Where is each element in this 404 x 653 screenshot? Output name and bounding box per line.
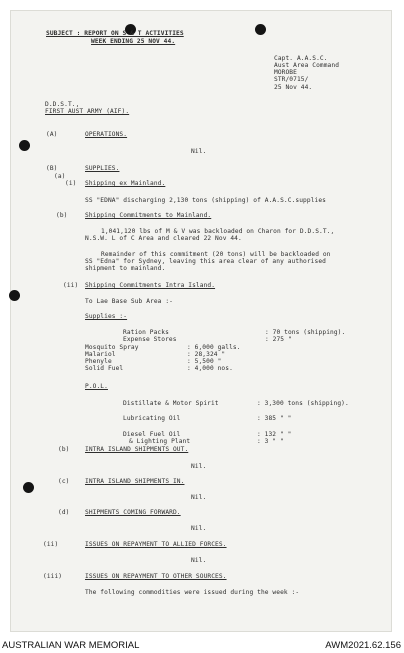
item-i-title: Shipping ex Mainland.: [85, 180, 166, 187]
sender-reference: STR/0715/: [274, 76, 309, 83]
addressee-line2: FIRST AUST ARMY (AIF).: [45, 108, 130, 115]
item-b-para2-line2: SS "Edna" for Sydney, leaving this area clear of any authorised: [85, 258, 326, 265]
pol-header: P.O.L.: [85, 383, 108, 390]
sender-date: 25 Nov 44.: [274, 84, 313, 91]
supply-item: Solid Fuel: [85, 365, 124, 372]
supply-qty: : 275 ": [265, 336, 292, 343]
item-b-para1-line1: 1,041,120 lbs of M & V was backloaded on Charon for D.D.S.T.,: [101, 228, 335, 235]
supply-item: Expense Stores: [123, 336, 177, 343]
addressee-line1: D.D.S.T.,: [45, 101, 80, 108]
item-body: Nil.: [191, 463, 207, 470]
sender-rank: Capt. A.A.S.C.: [274, 55, 328, 62]
item-ii-title: Shipping Commitments Intra Island.: [85, 282, 216, 289]
item-title: INTRA ISLAND SHIPMENTS IN.: [85, 478, 185, 485]
subject-line: SUBJECT : REPORT ON S & T ACTIVITIES: [46, 30, 184, 37]
item-b-number: (b): [56, 212, 68, 219]
item-number: (ii): [43, 541, 59, 548]
pol-qty: : 132 " ": [257, 431, 292, 438]
item-b-title: Shipping Commitments to Mainland.: [85, 212, 212, 219]
archive-reference: AWM2021.62.156: [325, 640, 401, 651]
section-b-letter: (B): [46, 165, 58, 172]
supply-qty: : 70 tons (shipping).: [265, 329, 346, 336]
item-title: ISSUES ON REPAYMENT TO ALLIED FORCES.: [85, 541, 227, 548]
item-number: (c): [58, 478, 70, 485]
item-b-para2-line1: Remainder of this commitment (20 tons) will be backloaded on: [101, 251, 331, 258]
sender-command: Aust Area Command: [274, 62, 340, 69]
item-body: Nil.: [191, 525, 207, 532]
subject-line-week: WEEK ENDING 25 NOV 44.: [91, 38, 176, 45]
punch-hole-left-middle: [9, 290, 20, 301]
to-area-line: To Lae Base Sub Area :-: [85, 298, 173, 305]
punch-hole-left-upper: [19, 140, 30, 151]
item-i-body: SS "EDNA" discharging 2,130 tons (shipping) of A.A.S.C.supplies: [85, 197, 326, 204]
item-b-para2-line3: shipment to mainland.: [85, 265, 166, 272]
item-b-para1-line2: N.S.W. L of C Area and cleared 22 Nov 44.: [85, 235, 242, 242]
supply-qty: : 28,324 ": [187, 351, 226, 358]
item-title: ISSUES ON REPAYMENT TO OTHER SOURCES.: [85, 573, 227, 580]
sender-location: MOROBE: [274, 69, 297, 76]
supply-qty: : 4,000 nos.: [187, 365, 233, 372]
punch-hole-top-right: [255, 24, 266, 35]
pol-item: Diesel Fuel Oil: [123, 431, 181, 438]
archive-name: AUSTRALIAN WAR MEMORIAL: [2, 640, 140, 651]
item-title: SHIPMENTS COMING FORWARD.: [85, 509, 181, 516]
item-number: (d): [58, 509, 70, 516]
item-number: (iii): [43, 573, 63, 580]
item-body: Nil.: [191, 494, 207, 501]
item-ii-number: (ii): [63, 282, 79, 289]
archive-footer: [0, 637, 404, 653]
supply-item: Malariol: [85, 351, 116, 358]
section-a-letter: (A): [46, 131, 58, 138]
item-body: Nil.: [191, 557, 207, 564]
pol-qty: : 3 " ": [257, 438, 284, 445]
supply-qty: : 5,500 ": [187, 358, 222, 365]
pol-qty: : 385 " ": [257, 415, 292, 422]
section-b-sub-a: (a): [54, 173, 66, 180]
document-page: [10, 10, 392, 632]
pol-item: Distillate & Motor Spirit: [123, 400, 219, 407]
item-body: The following commodities were issued during the week :-: [85, 589, 300, 596]
punch-hole-left-lower: [23, 482, 34, 493]
pol-qty: : 3,300 tons (shipping).: [257, 400, 349, 407]
item-title: INTRA ISLAND SHIPMENTS OUT.: [85, 446, 189, 453]
section-a-title: OPERATIONS.: [85, 131, 128, 138]
section-a-body: Nil.: [191, 148, 207, 155]
supply-item: Mosquito Spray: [85, 344, 139, 351]
supply-qty: : 6,000 galls.: [187, 344, 241, 351]
supplies-header: Supplies :-: [85, 313, 128, 320]
item-i-number: (i): [65, 180, 77, 187]
section-b-title: SUPPLIES.: [85, 165, 120, 172]
pol-item: Lubricating Oil: [123, 415, 181, 422]
pol-item: & Lighting Plant: [129, 438, 191, 445]
supply-item: Ration Packs: [123, 329, 169, 336]
item-number: (b): [58, 446, 70, 453]
supply-item: Phenyle: [85, 358, 112, 365]
